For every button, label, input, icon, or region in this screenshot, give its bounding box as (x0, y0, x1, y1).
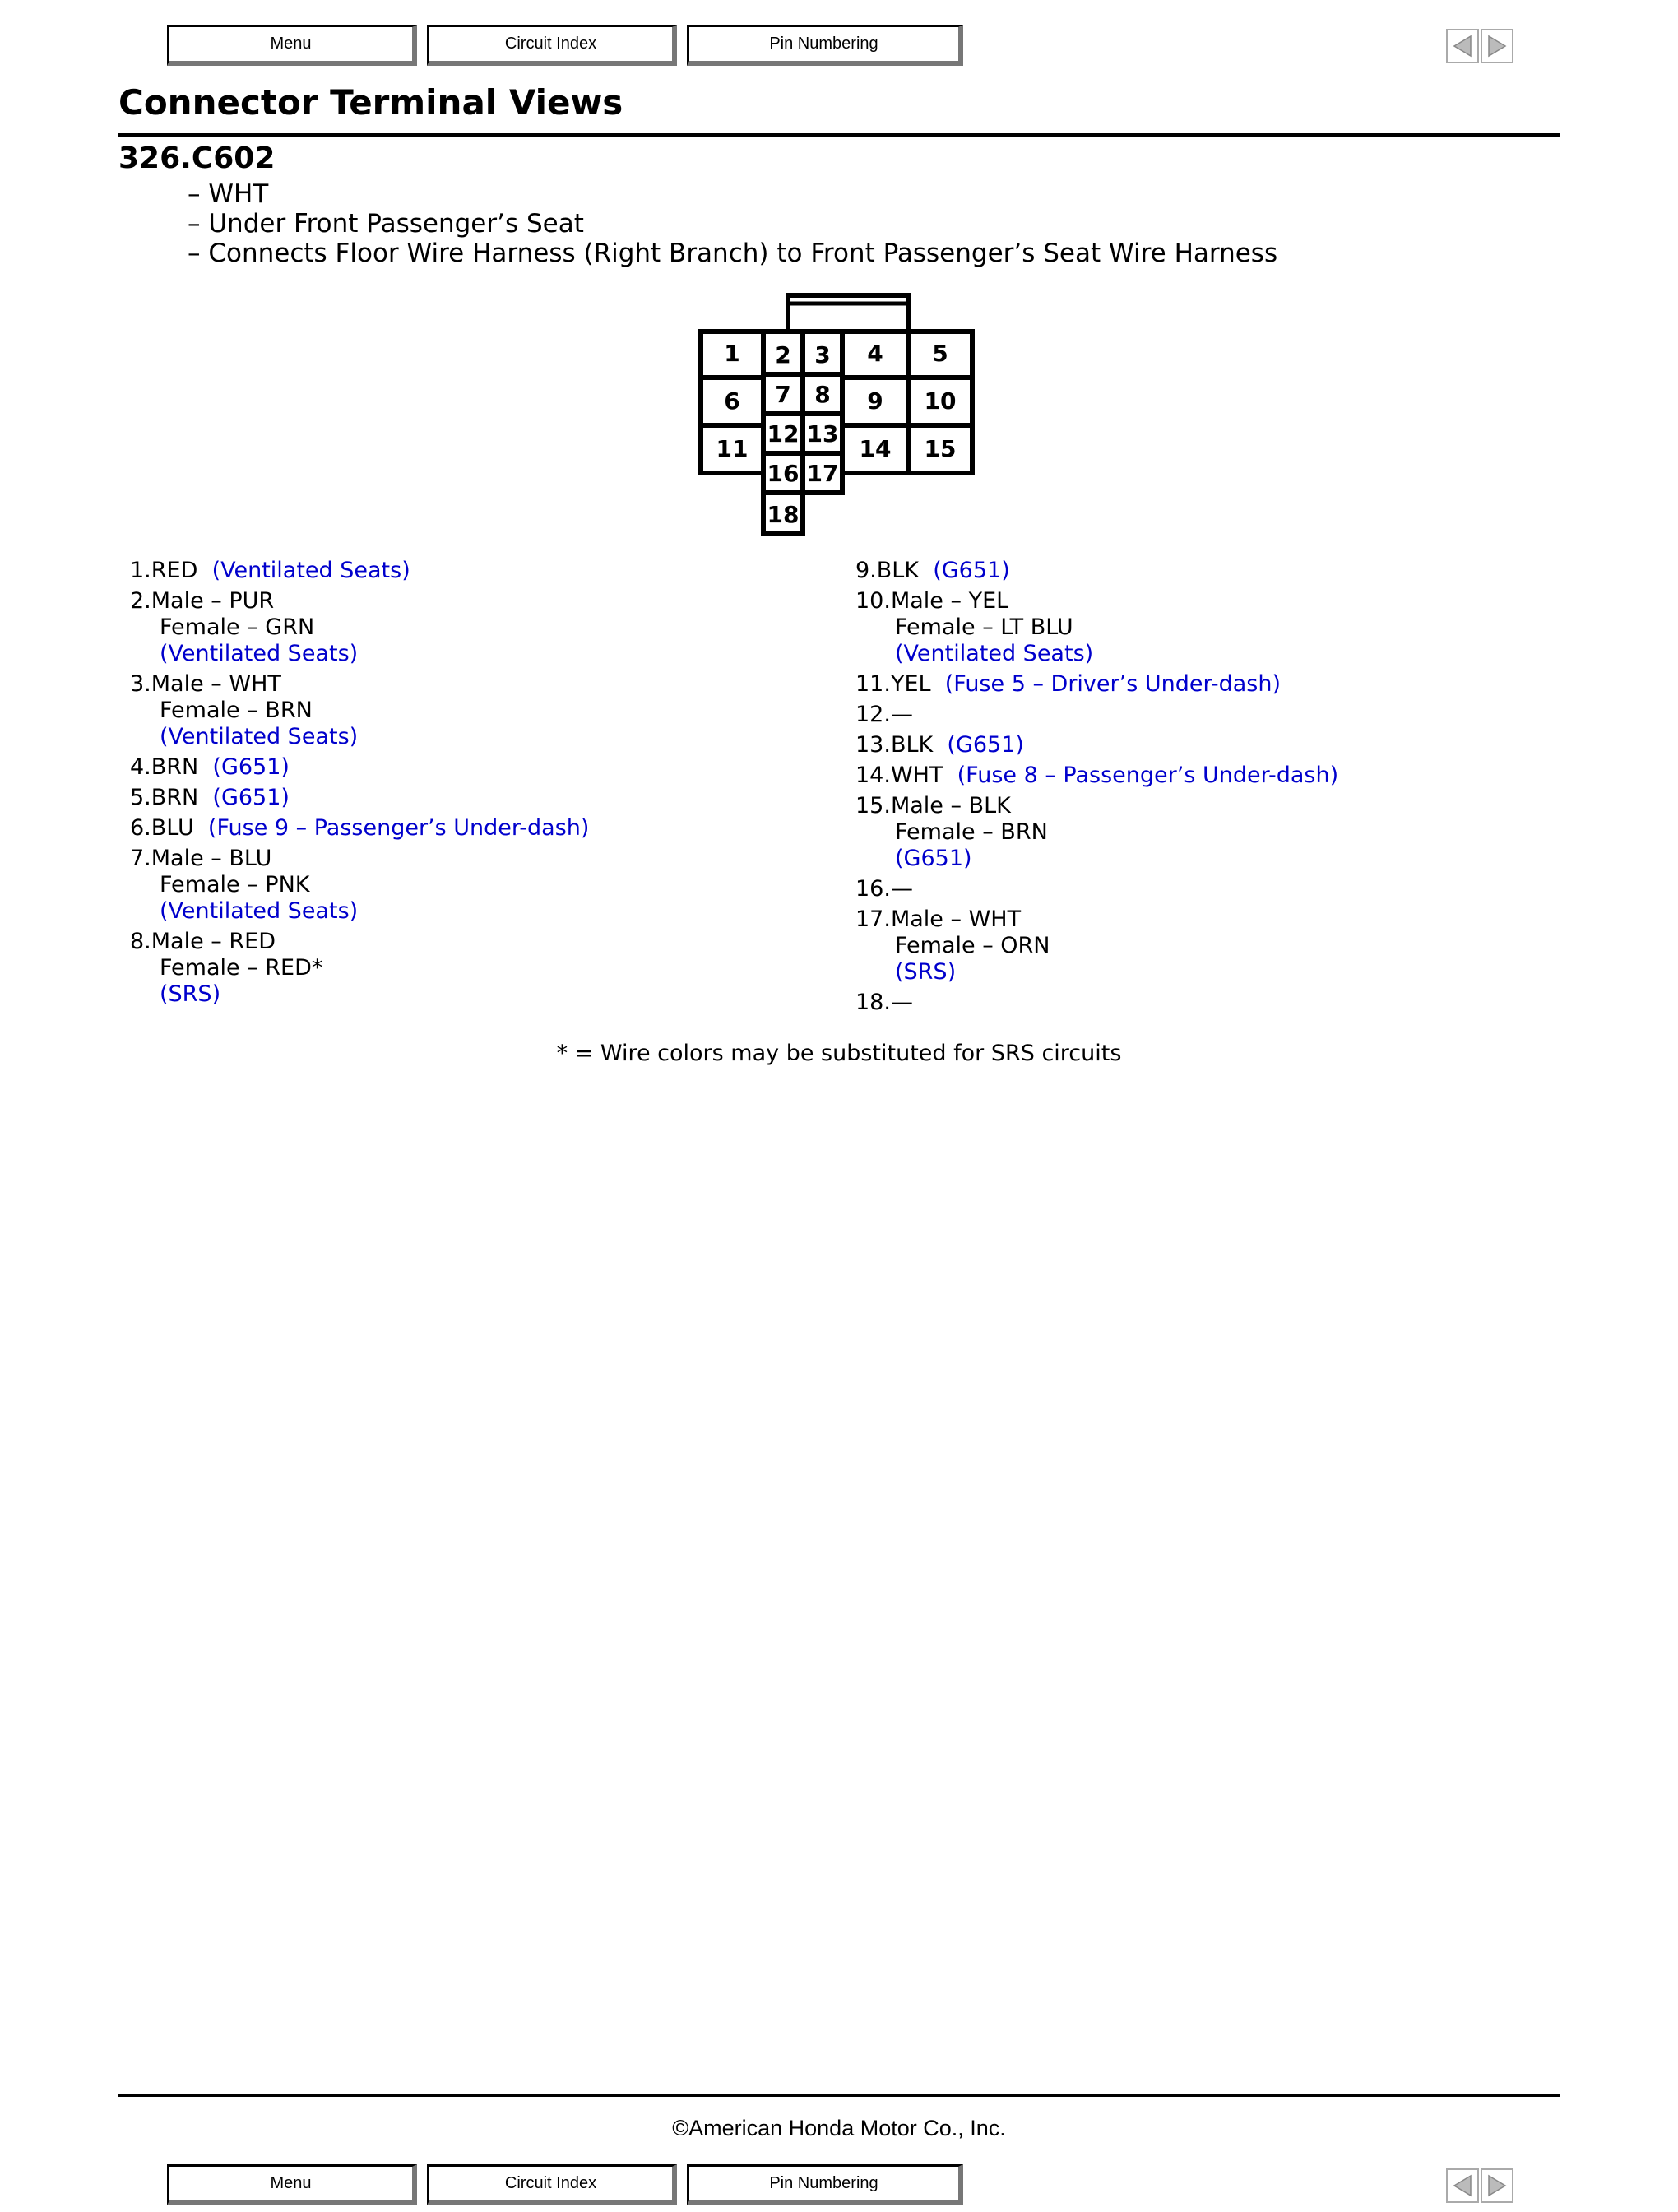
circuit-index-button-bottom[interactable]: Circuit Index (427, 2164, 677, 2205)
pin-numbering-button[interactable]: Pin Numbering (687, 25, 963, 66)
pin-label-5: 5 (932, 340, 948, 367)
circuit-link[interactable]: (Fuse 5 – Driver’s Under-dash) (944, 671, 1281, 697)
pin-line (130, 588, 589, 614)
pin-number: 5. (130, 785, 151, 810)
connector-diagram (698, 292, 977, 542)
pin-female-wire: Female – BRN (895, 819, 1048, 845)
pin-line (855, 588, 1338, 614)
pin-number: 10. (855, 588, 891, 614)
pin-wire: BLU (151, 815, 194, 841)
pin-wire: — (890, 990, 913, 1015)
pin-label-7: 7 (775, 381, 791, 408)
pin-number: 8. (130, 929, 151, 954)
pin-number: 13. (855, 732, 891, 758)
pin-label-9: 9 (867, 387, 883, 415)
pin-number: 9. (855, 558, 877, 583)
pin-wire: Male – PUR (151, 588, 275, 614)
top-navbar (0, 25, 1678, 71)
pin-line (855, 732, 1338, 758)
pin-number: 16. (855, 876, 891, 902)
pin-wire: — (890, 876, 913, 902)
pin-entry (855, 907, 1338, 985)
pin-entry (855, 588, 1338, 667)
pin-line (855, 990, 1338, 1016)
pin-entry (130, 671, 589, 750)
pin-wire: Male – WHT (890, 907, 1022, 932)
connector-connects: – Connects Floor Wire Harness (Right Branch) to Front Passenger’s Seat Wire Harness (188, 239, 1278, 268)
pin-wire: Male – BLK (890, 793, 1011, 818)
pin-line (130, 846, 589, 872)
page-arrows (1446, 26, 1515, 67)
pin-number: 17. (855, 907, 891, 932)
menu-button[interactable]: Menu (167, 25, 417, 66)
prev-arrow-icon[interactable] (1446, 2166, 1479, 2207)
pin-entry (130, 929, 589, 1008)
pin-sub-row (130, 641, 589, 667)
pin-number: 6. (130, 815, 151, 841)
pin-wire: RED (151, 558, 198, 583)
pin-line (130, 754, 589, 781)
circuit-link[interactable]: (G651) (212, 754, 290, 780)
pin-label-8: 8 (814, 381, 831, 408)
pin-entry (130, 754, 589, 781)
pin-wire: Male – RED (151, 929, 276, 954)
bottom-navbar (0, 2164, 1678, 2210)
pin-numbering-button-bottom[interactable]: Pin Numbering (687, 2164, 963, 2205)
connector-description (188, 179, 1277, 268)
pin-line (855, 702, 1338, 728)
circuit-link[interactable]: (SRS) (895, 959, 957, 985)
pin-sub-row (855, 641, 1338, 667)
pin-entry (855, 732, 1338, 758)
pin-entry (130, 815, 589, 842)
circuit-link[interactable]: (Ventilated Seats) (895, 641, 1094, 666)
pin-sub-row (130, 981, 589, 1008)
pin-label-3: 3 (814, 341, 831, 369)
pin-number: 7. (130, 846, 151, 871)
pin-number: 4. (130, 754, 151, 780)
pin-number: 12. (855, 702, 891, 727)
pin-line (130, 785, 589, 811)
pin-wire: Male – WHT (151, 671, 281, 697)
pin-female-wire: Female – RED* (160, 955, 323, 981)
pin-wire: BRN (151, 754, 199, 780)
pin-wire: WHT (890, 763, 943, 788)
pin-label-16: 16 (767, 460, 800, 487)
pin-line (130, 671, 589, 698)
circuit-link[interactable]: (Fuse 8 – Passenger’s Under-dash) (957, 763, 1339, 788)
pin-number: 3. (130, 671, 151, 697)
circuit-link[interactable]: (Ventilated Seats) (160, 898, 359, 924)
pin-wire: Male – YEL (890, 588, 1009, 614)
page-title: Connector Terminal Views (118, 82, 623, 123)
pin-female-wire: Female – ORN (895, 933, 1050, 958)
footnote: * = Wire colors may be substituted for SRS circuits (556, 1041, 1122, 1066)
pin-female-wire: Female – BRN (160, 698, 313, 723)
pin-female-wire: Female – GRN (160, 614, 315, 640)
connector-latch (788, 295, 908, 333)
pin-wire: YEL (890, 671, 931, 697)
pin-wire: Male – BLU (151, 846, 272, 871)
pin-wire: BRN (151, 785, 199, 810)
circuit-link[interactable]: (Fuse 9 – Passenger’s Under-dash) (207, 815, 590, 841)
pin-sub-row (130, 724, 589, 750)
footer-divider (118, 2094, 1560, 2097)
pin-list-right (855, 558, 1338, 1020)
pin-label-18: 18 (767, 501, 800, 528)
pin-wire: — (890, 702, 913, 727)
pin-entry (855, 671, 1338, 698)
pin-label-6: 6 (724, 387, 740, 415)
pin-entry (855, 558, 1338, 584)
pin-entry (130, 588, 589, 667)
pin-line (855, 793, 1338, 819)
pin-number: 1. (130, 558, 151, 583)
pin-line (130, 929, 589, 955)
circuit-link[interactable]: (G651) (947, 732, 1024, 758)
title-divider (118, 133, 1560, 137)
circuit-link[interactable]: (G651) (212, 785, 290, 810)
pin-label-10: 10 (924, 387, 957, 415)
pin-entry (855, 793, 1338, 872)
circuit-link[interactable]: (G651) (933, 558, 1010, 583)
circuit-link[interactable]: (Ventilated Seats) (160, 641, 359, 666)
pin-label-13: 13 (806, 420, 839, 448)
next-arrow-icon[interactable] (1481, 2166, 1513, 2207)
prev-arrow-icon[interactable] (1446, 26, 1479, 67)
menu-button-bottom[interactable]: Menu (167, 2164, 417, 2205)
pin-label-12: 12 (767, 420, 800, 448)
pin-number: 2. (130, 588, 151, 614)
pin-label-11: 11 (716, 435, 749, 462)
pin-line (130, 558, 589, 584)
pin-number: 18. (855, 990, 891, 1015)
pin-sub-row (855, 846, 1338, 872)
connector-color: – WHT (188, 179, 269, 209)
pin-line (855, 671, 1338, 698)
pin-entry (130, 785, 589, 811)
pin-list-left (130, 558, 589, 1012)
pin-sub-row (130, 898, 589, 925)
next-arrow-icon[interactable] (1481, 26, 1513, 67)
pin-entry (855, 876, 1338, 902)
pin-label-14: 14 (859, 435, 892, 462)
pin-entry (130, 558, 589, 584)
pin-entry (130, 846, 589, 925)
pin-wire: BLK (876, 558, 920, 583)
pin-entry (855, 702, 1338, 728)
pin-line (130, 815, 589, 842)
pin-sub-row (855, 959, 1338, 985)
pin-line (855, 558, 1338, 584)
pin-label-1: 1 (724, 340, 740, 367)
pin-number: 15. (855, 793, 891, 818)
pin-label-15: 15 (924, 435, 957, 462)
copyright: ©American Honda Motor Co., Inc. (672, 2116, 1006, 2140)
connector-location: – Under Front Passenger’s Seat (188, 209, 584, 239)
circuit-link[interactable]: (G651) (895, 846, 972, 871)
connector-id: 326.C602 (118, 141, 276, 175)
pin-line (855, 876, 1338, 902)
circuit-link[interactable]: (Ventilated Seats) (211, 558, 410, 583)
pin-female-wire: Female – LT BLU (895, 614, 1073, 640)
pin-line (855, 907, 1338, 933)
pin-number: 11. (855, 671, 891, 697)
pin-female-wire: Female – PNK (160, 872, 310, 897)
pin-wire: BLK (890, 732, 934, 758)
page-arrows-bottom (1446, 2166, 1515, 2207)
circuit-link[interactable]: (Ventilated Seats) (160, 724, 359, 749)
pin-line (855, 763, 1338, 789)
pin-number: 14. (855, 763, 891, 788)
circuit-index-button[interactable]: Circuit Index (427, 25, 677, 66)
pin-label-2: 2 (775, 341, 791, 369)
pin-entry (855, 763, 1338, 789)
pin-label-4: 4 (867, 340, 883, 367)
circuit-link[interactable]: (SRS) (160, 981, 221, 1007)
pin-label-17: 17 (806, 460, 839, 487)
pin-entry (855, 990, 1338, 1016)
